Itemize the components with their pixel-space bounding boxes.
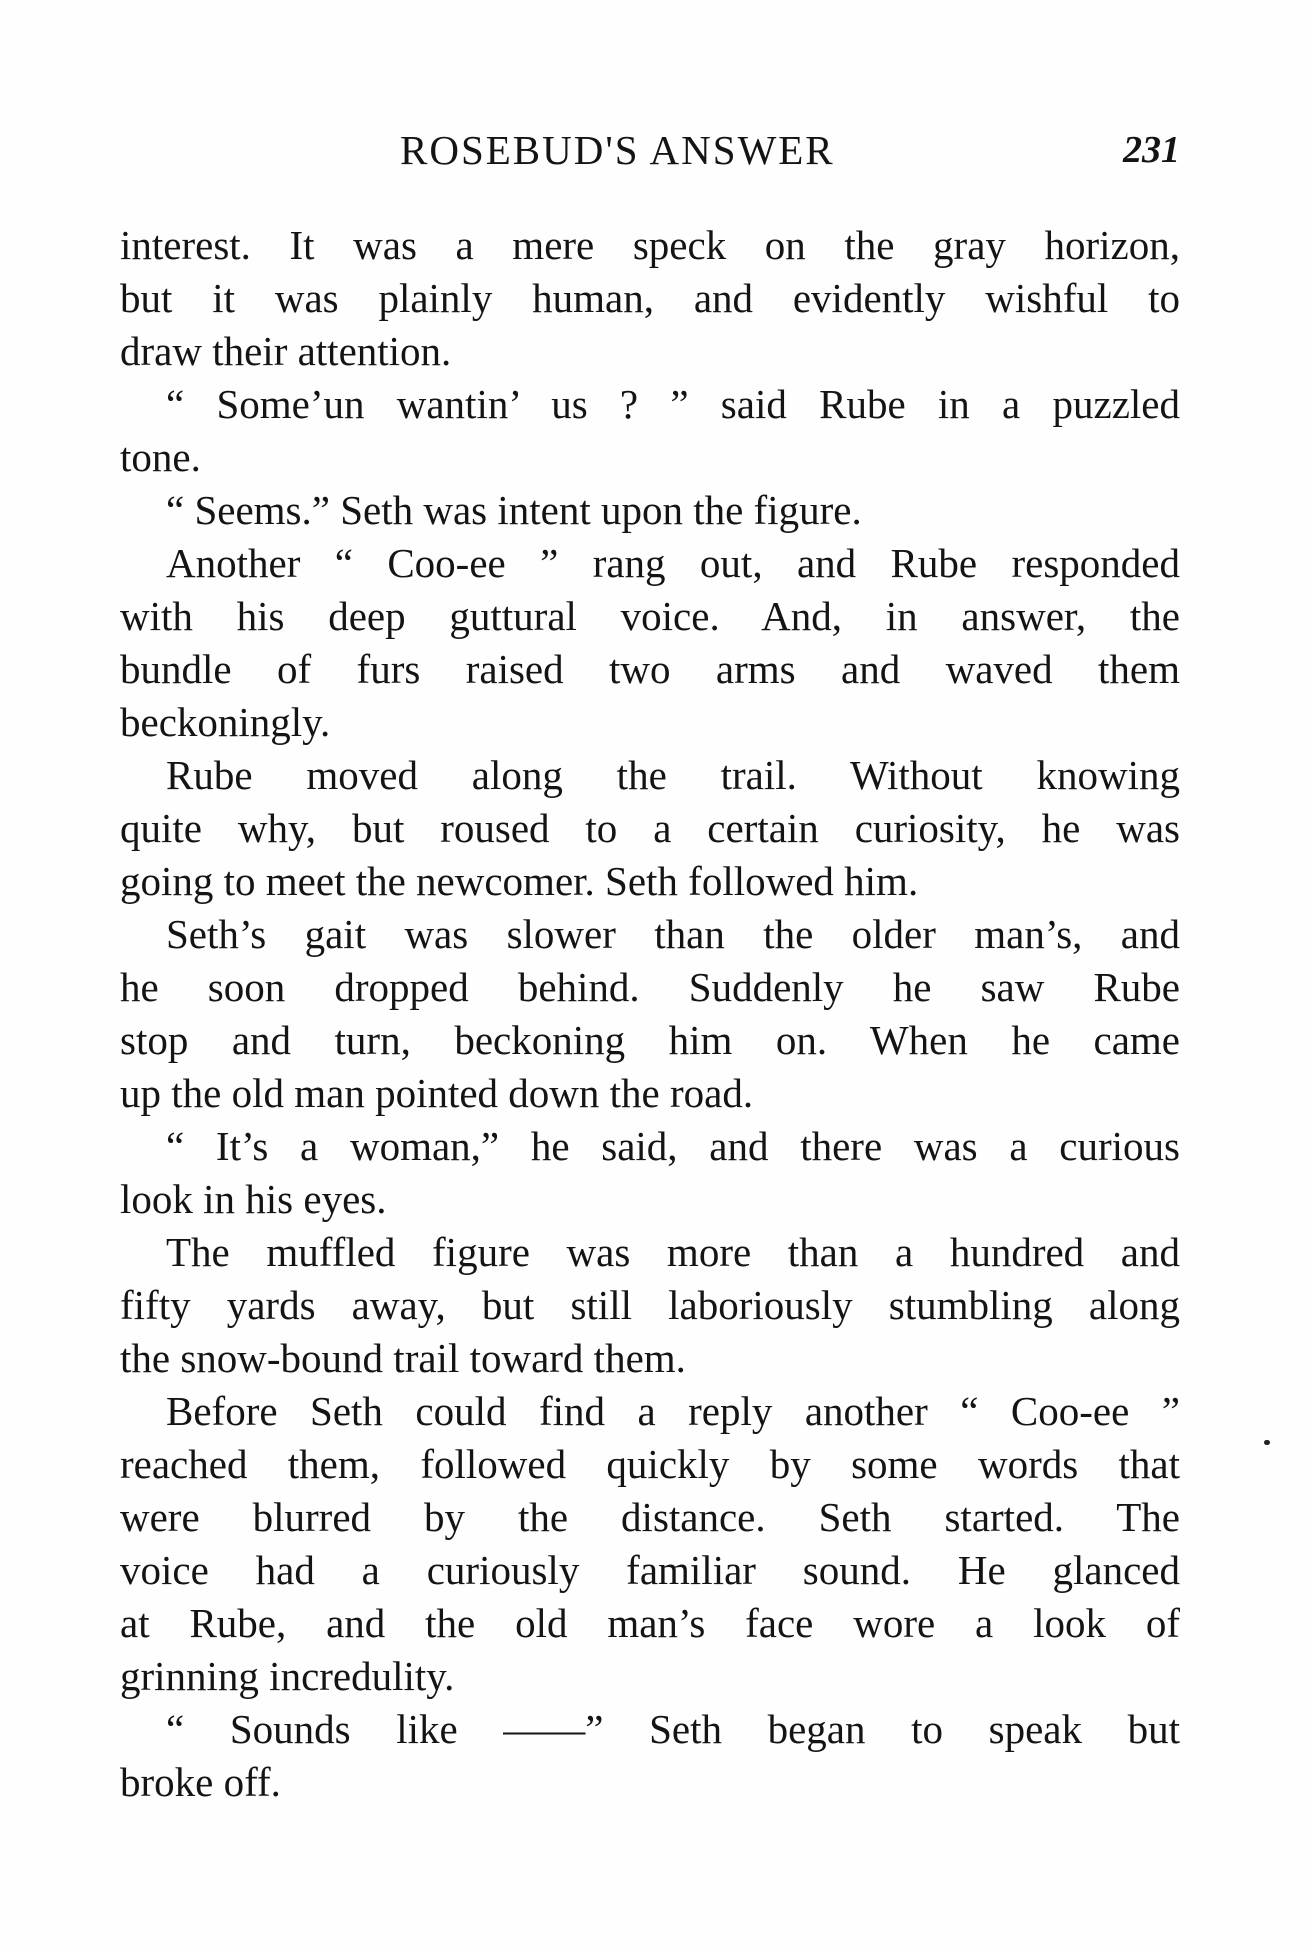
text-line: the snow-bound trail toward them. <box>120 1335 686 1381</box>
text-line: but it was plainly human, and evidently wishful to <box>120 275 1180 321</box>
text-line: voice had a curiously familiar sound. He glanced <box>120 1547 1180 1593</box>
text-line: Another “ Coo-ee ” rang out, and Rube responded <box>166 540 1180 586</box>
text-line: reached them, followed quickly by some words that <box>120 1441 1180 1487</box>
text-line: he soon dropped behind. Suddenly he saw Rube <box>120 964 1180 1010</box>
body-text <box>120 219 1180 1844</box>
text-line: Seth’s gait was slower than the older man’s, and <box>166 911 1180 957</box>
text-line: up the old man pointed down the road. <box>120 1070 754 1116</box>
chapter-title: ROSEBUD'S ANSWER <box>400 127 835 173</box>
page-number: 231 <box>1123 129 1180 171</box>
text-line: at Rube, and the old man’s face wore a look of <box>120 1600 1180 1646</box>
text-line: interest. It was a mere speck on the gray horizon, <box>120 222 1180 268</box>
text-line: beckoningly. <box>120 699 331 745</box>
text-line: Before Seth could find a reply another “ Coo-ee ” <box>166 1388 1180 1434</box>
text-line: going to meet the newcomer. Seth followed him. <box>120 858 919 904</box>
text-line: Rube moved along the trail. Without knowing <box>166 752 1180 798</box>
print-speck <box>1264 1440 1270 1445</box>
text-line: bundle of furs raised two arms and waved them <box>120 646 1180 692</box>
text-line: draw their attention. <box>120 328 452 374</box>
text-line: “ Seems.” Seth was intent upon the figure. <box>166 487 862 533</box>
text-line: The muffled figure was more than a hundred and <box>166 1229 1180 1275</box>
text-line: were blurred by the distance. Seth started. The <box>120 1494 1180 1540</box>
text-line: with his deep guttural voice. And, in answer, the <box>120 593 1180 639</box>
text-line: grinning incredulity. <box>120 1653 455 1699</box>
text-line: quite why, but roused to a certain curiosity, he was <box>120 805 1180 851</box>
text-line: tone. <box>120 434 201 480</box>
text-line: look in his eyes. <box>120 1176 387 1222</box>
text-line: fifty yards away, but still laboriously stumbling along <box>120 1282 1180 1328</box>
text-line: “ It’s a woman,” he said, and there was a curious <box>166 1123 1180 1169</box>
text-line: stop and turn, beckoning him on. When he came <box>120 1017 1180 1063</box>
running-header <box>120 126 1180 186</box>
text-line: broke off. <box>120 1759 281 1805</box>
text-line: “ Some’un wantin’ us ? ” said Rube in a puzzled <box>166 381 1180 427</box>
text-line: “ Sounds like ——” Seth began to speak but <box>166 1706 1180 1752</box>
